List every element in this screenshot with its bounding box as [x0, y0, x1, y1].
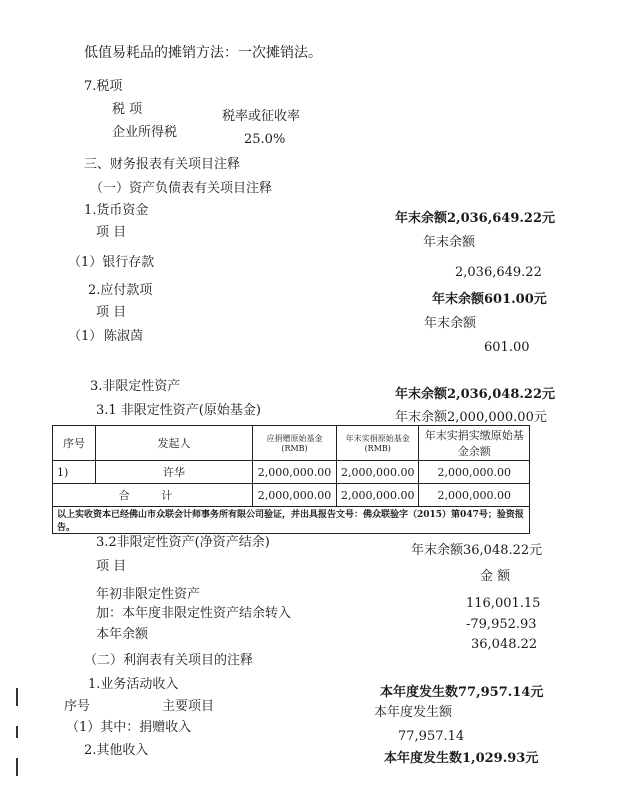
tax-col-rate: 税率或征收率 [222, 109, 301, 124]
fund-col-paid-balance: 年末实捐实缴原始基金余额 [419, 426, 530, 461]
payable-col-item: 项 目 [96, 305, 127, 320]
tax-col-item: 税 项 [112, 102, 143, 117]
restricted-row-label: 本年余额 [96, 627, 149, 642]
fund-row-name: 许华 [96, 461, 253, 484]
margin-mark [16, 758, 18, 776]
income-other-total: 本年度发生数1,029.93元 [384, 751, 539, 766]
income-row-value: 77,957.14 [398, 729, 465, 744]
fund-table-note-row [53, 507, 530, 534]
cash-col-amount: 年末余额 [423, 235, 476, 250]
restricted-title: 3.非限定性资产 [90, 379, 181, 394]
tax-rate: 25.0% [244, 132, 286, 147]
fund-total-pledged: 2,000,000.00 [253, 484, 337, 507]
fund-col-donated: 年末实捐原始基金(RMB) [337, 426, 419, 461]
income-biz-total: 本年度发生数77,957.14元 [380, 685, 544, 700]
cash-title: 1.货币资金 [84, 203, 149, 218]
restricted-total: 年末余额2,036,048.22元 [395, 387, 555, 402]
payable-title: 2.应付款项 [88, 283, 153, 298]
restricted-col-item: 项 目 [96, 559, 127, 574]
restricted-sub1-total: 年末余额2,000,000.00元 [395, 410, 547, 425]
income-biz-title: 1.业务活动收入 [88, 677, 179, 692]
cash-total: 年末余额2,036,649.22元 [395, 211, 555, 226]
payable-row-label: 陈淑茵 [104, 329, 144, 344]
fund-row-pledged: 2,000,000.00 [253, 461, 337, 484]
fund-total-paid-balance: 2,000,000.00 [419, 484, 530, 507]
restricted-row-label: 年初非限定性资产 [96, 587, 201, 602]
fund-table-header [53, 426, 530, 461]
restricted-col-amount: 金 额 [480, 569, 511, 584]
cash-row-label: （1）银行存款 [68, 255, 155, 270]
fund-row-no: 1) [53, 461, 96, 484]
tax-item: 企业所得税 [112, 125, 178, 140]
fund-row-paid-balance: 2,000,000.00 [419, 461, 530, 484]
cash-col-item: 项 目 [96, 225, 127, 240]
margin-mark [16, 688, 18, 706]
payable-total: 年末余额601.00元 [432, 292, 547, 307]
fund-col-founder: 发起人 [96, 426, 253, 461]
payable-row-value: 601.00 [484, 340, 530, 355]
balance-title: （一）资产负债表有关项目注释 [90, 181, 273, 196]
cash-row-value: 2,036,649.22 [455, 265, 542, 280]
fund-total-label: 合 计 [53, 484, 253, 507]
fund-row-donated: 2,000,000.00 [337, 461, 419, 484]
restricted-row-label: 加：本年度非限定性资产结余转入 [96, 606, 292, 621]
table-total-row [53, 484, 530, 507]
tax-heading: 7.税项 [84, 79, 123, 94]
restricted-row-value: -79,952.93 [466, 617, 537, 632]
restricted-row-value: 116,001.15 [466, 596, 541, 611]
income-title: （二）利润表有关项目的注释 [84, 653, 254, 668]
payable-row-no: （1） [68, 329, 103, 344]
fund-total-donated: 2,000,000.00 [337, 484, 419, 507]
payable-col-amount: 年末余额 [424, 316, 477, 331]
section-title: 三、财务报表有关项目注释 [84, 157, 241, 172]
restricted-row-value: 36,048.22 [471, 637, 538, 652]
restricted-sub2-title: 3.2非限定性资产(净资产结余) [96, 535, 270, 550]
income-col-no: 序号 [64, 699, 91, 714]
income-other-title: 2.其他收入 [84, 743, 149, 758]
margin-mark [16, 726, 18, 738]
fund-table-note: 以上实收资本已经佛山市众联会计师事务所有限公司验证，并出具报告文号：佛众联验字（2015）第047号；验资报告。 [53, 507, 530, 534]
fund-table [52, 425, 530, 534]
income-col-amount: 本年度发生额 [374, 705, 453, 720]
amortization-text: 低值易耗品的摊销方法：一次摊销法。 [84, 45, 322, 61]
income-col-item: 主要项目 [162, 699, 215, 714]
table-row [53, 461, 530, 484]
restricted-sub1-title: 3.1 非限定性资产(原始基金) [96, 403, 261, 418]
restricted-sub2-total: 年末余额36,048.22元 [411, 543, 543, 558]
fund-col-no: 序号 [53, 426, 96, 461]
fund-col-pledged: 应捐赠原始基金(RMB) [253, 426, 337, 461]
income-row-label: （1）其中：捐赠收入 [66, 720, 192, 735]
